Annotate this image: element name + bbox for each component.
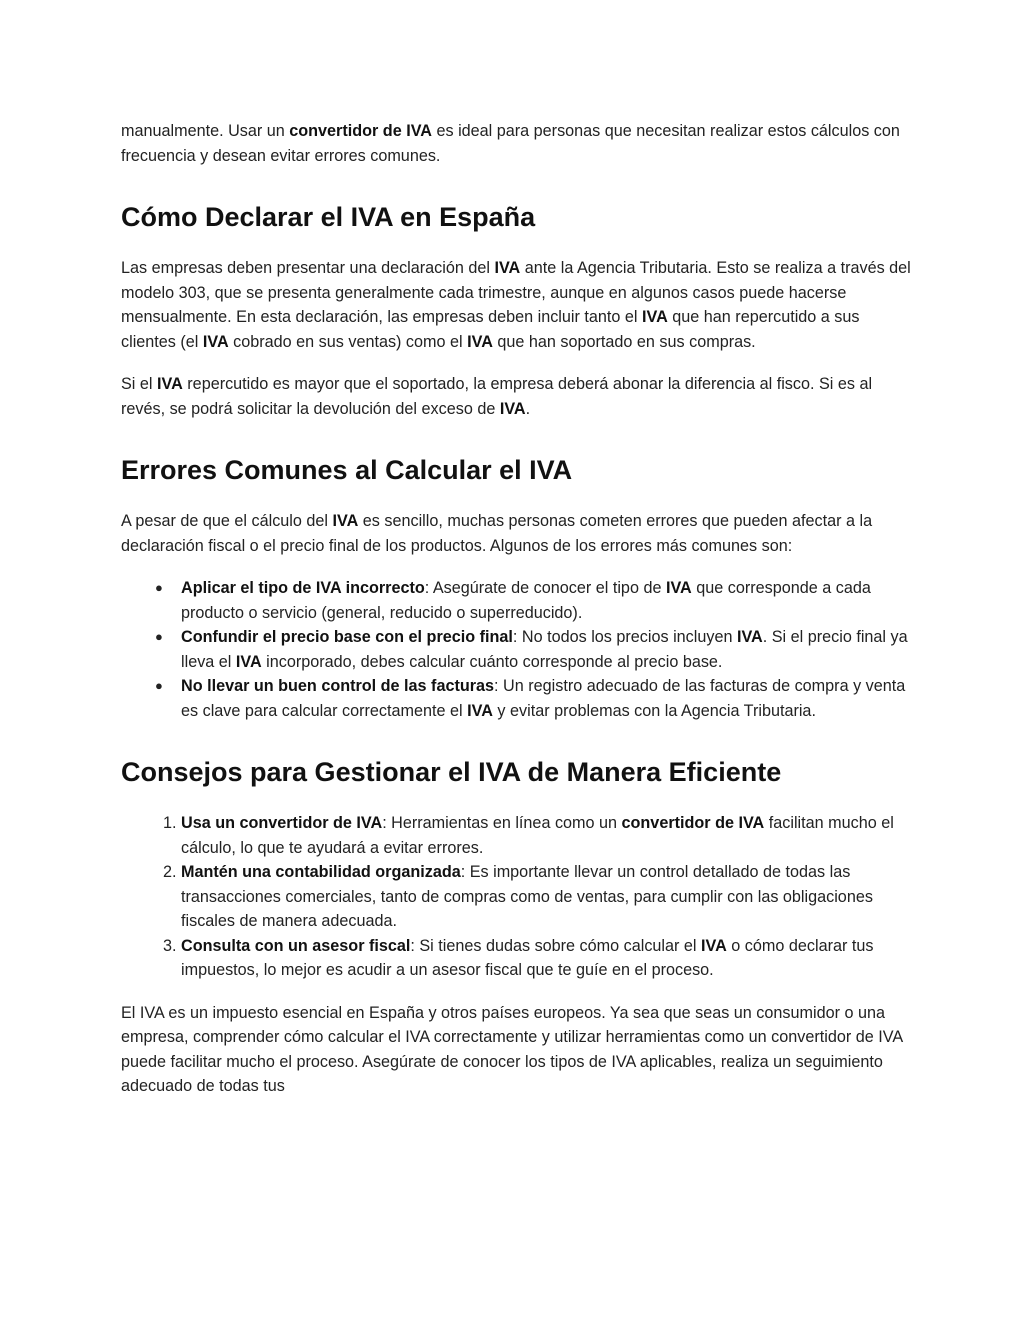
- bullet-list: [121, 576, 911, 723]
- text-run: es ideal para personas que necesitan realizar estos cálculos con frecuencia y desean evitar errores comunes.: [121, 122, 900, 165]
- bold-text: IVA: [642, 308, 668, 326]
- text-run: cobrado en sus ventas) como el: [228, 332, 468, 351]
- text-run: : Es importante llevar un control detallado de todas las transacciones comerciales, tanto de compras como de ventas, para cumplir con las obligaciones fiscales de manera adecuada.: [181, 863, 873, 930]
- text-run: El IVA es un impuesto esencial en España y otros países europeos. Ya sea que seas un consumidor o una empresa, comprender cómo calcular el IVA correctamente y utilizar herramientas como un convertidor de IVA puede facilitar mucho el proceso. Asegúrate de conocer los tipos de IVA aplicables, realiza un seguimiento adecuado de todas tus: [121, 1003, 903, 1095]
- list-item: [181, 576, 911, 625]
- text-run: : Herramientas en línea como un: [382, 814, 622, 832]
- paragraph: [121, 256, 911, 354]
- bold-text: IVA: [701, 936, 727, 955]
- section-heading: Consejos para Gestionar el IVA de Manera Eficiente: [121, 757, 782, 787]
- bold-text: convertidor de IVA: [289, 122, 432, 140]
- text-run: ante la Agencia Tributaria. Esto se realiza a través del modelo 303, que se presenta generalmente cada trimestre, aunque en algunos casos puede hacerse mensualmente. En esta declaración, las empresas deben incluir tanto el: [121, 259, 911, 326]
- bold-text: IVA: [157, 375, 183, 393]
- list-item: [181, 811, 911, 860]
- document-page: [121, 119, 911, 1117]
- text-run: .: [525, 399, 531, 418]
- bold-text: Confundir el precio base con el precio final: [181, 628, 513, 646]
- bold-text: IVA: [235, 652, 262, 671]
- paragraph: [121, 372, 911, 421]
- bold-text: Consulta con un asesor fiscal: [181, 936, 411, 955]
- bold-text: IVA: [494, 259, 521, 277]
- bold-text: IVA: [499, 399, 526, 418]
- list-item: [181, 860, 911, 934]
- bold-text: Mantén una contabilidad organizada: [181, 863, 461, 881]
- text-run: : No todos los precios incluyen: [512, 628, 737, 646]
- text-run: Si el: [121, 375, 157, 393]
- text-run: . Si el precio final ya lleva el: [181, 628, 908, 671]
- bold-text: IVA: [467, 332, 493, 351]
- paragraph: [121, 1001, 911, 1099]
- section-heading: Cómo Declarar el IVA en España: [121, 202, 536, 232]
- text-run: : Si tienes dudas sobre cómo calcular el: [410, 936, 702, 955]
- text-run: : Asegúrate de conocer el tipo de: [424, 579, 666, 597]
- text-run: que han repercutido a sus clientes (el: [121, 308, 860, 351]
- bold-text: Aplicar el tipo de IVA incorrecto: [181, 579, 425, 597]
- text-run: que corresponde a cada producto o servicio (general, reducido o superreducido).: [181, 579, 871, 622]
- list-item: [181, 674, 911, 723]
- bold-text: Usa un convertidor de IVA: [181, 814, 383, 832]
- text-run: o cómo declarar tus impuestos, lo mejor es acudir a un asesor fiscal que te guíe en el proceso.: [181, 936, 874, 979]
- bold-text: IVA: [665, 579, 692, 597]
- section-heading: Errores Comunes al Calcular el IVA: [121, 455, 573, 485]
- text-run: : Un registro adecuado de las facturas de compra y venta es clave para calcular correctamente el: [181, 677, 906, 720]
- text-run: repercutido es mayor que el soportado, la empresa deberá abonar la diferencia al fisco. Si es al revés, se podrá solicitar la devolución del exceso de: [121, 375, 873, 418]
- bold-text: convertidor de IVA: [621, 814, 765, 832]
- text-run: y evitar problemas con la Agencia Tributaria.: [492, 701, 816, 720]
- text-run: incorporado, debes calcular cuánto corresponde al precio base.: [261, 652, 723, 671]
- text-run: manualmente. Usar un: [121, 122, 290, 140]
- numbered-list: [121, 811, 911, 983]
- list-item: [181, 934, 911, 983]
- bold-text: IVA: [332, 512, 359, 530]
- bold-text: IVA: [736, 628, 763, 646]
- paragraph: [121, 119, 911, 168]
- bold-text: IVA: [202, 332, 229, 351]
- paragraph: [121, 509, 911, 558]
- text-run: que han soportado en sus compras.: [492, 332, 756, 351]
- text-run: facilitan mucho el cálculo, lo que te ayudará a evitar errores.: [181, 814, 894, 857]
- bold-text: IVA: [467, 701, 493, 720]
- text-run: es sencillo, muchas personas cometen errores que pueden afectar a la declaración fiscal o el precio final de los productos. Algunos de los errores más comunes son:: [121, 512, 873, 555]
- text-run: Las empresas deben presentar una declaración del: [121, 259, 495, 277]
- bold-text: No llevar un buen control de las facturas: [181, 677, 495, 695]
- text-run: A pesar de que el cálculo del: [121, 512, 333, 530]
- list-item: [181, 625, 911, 674]
